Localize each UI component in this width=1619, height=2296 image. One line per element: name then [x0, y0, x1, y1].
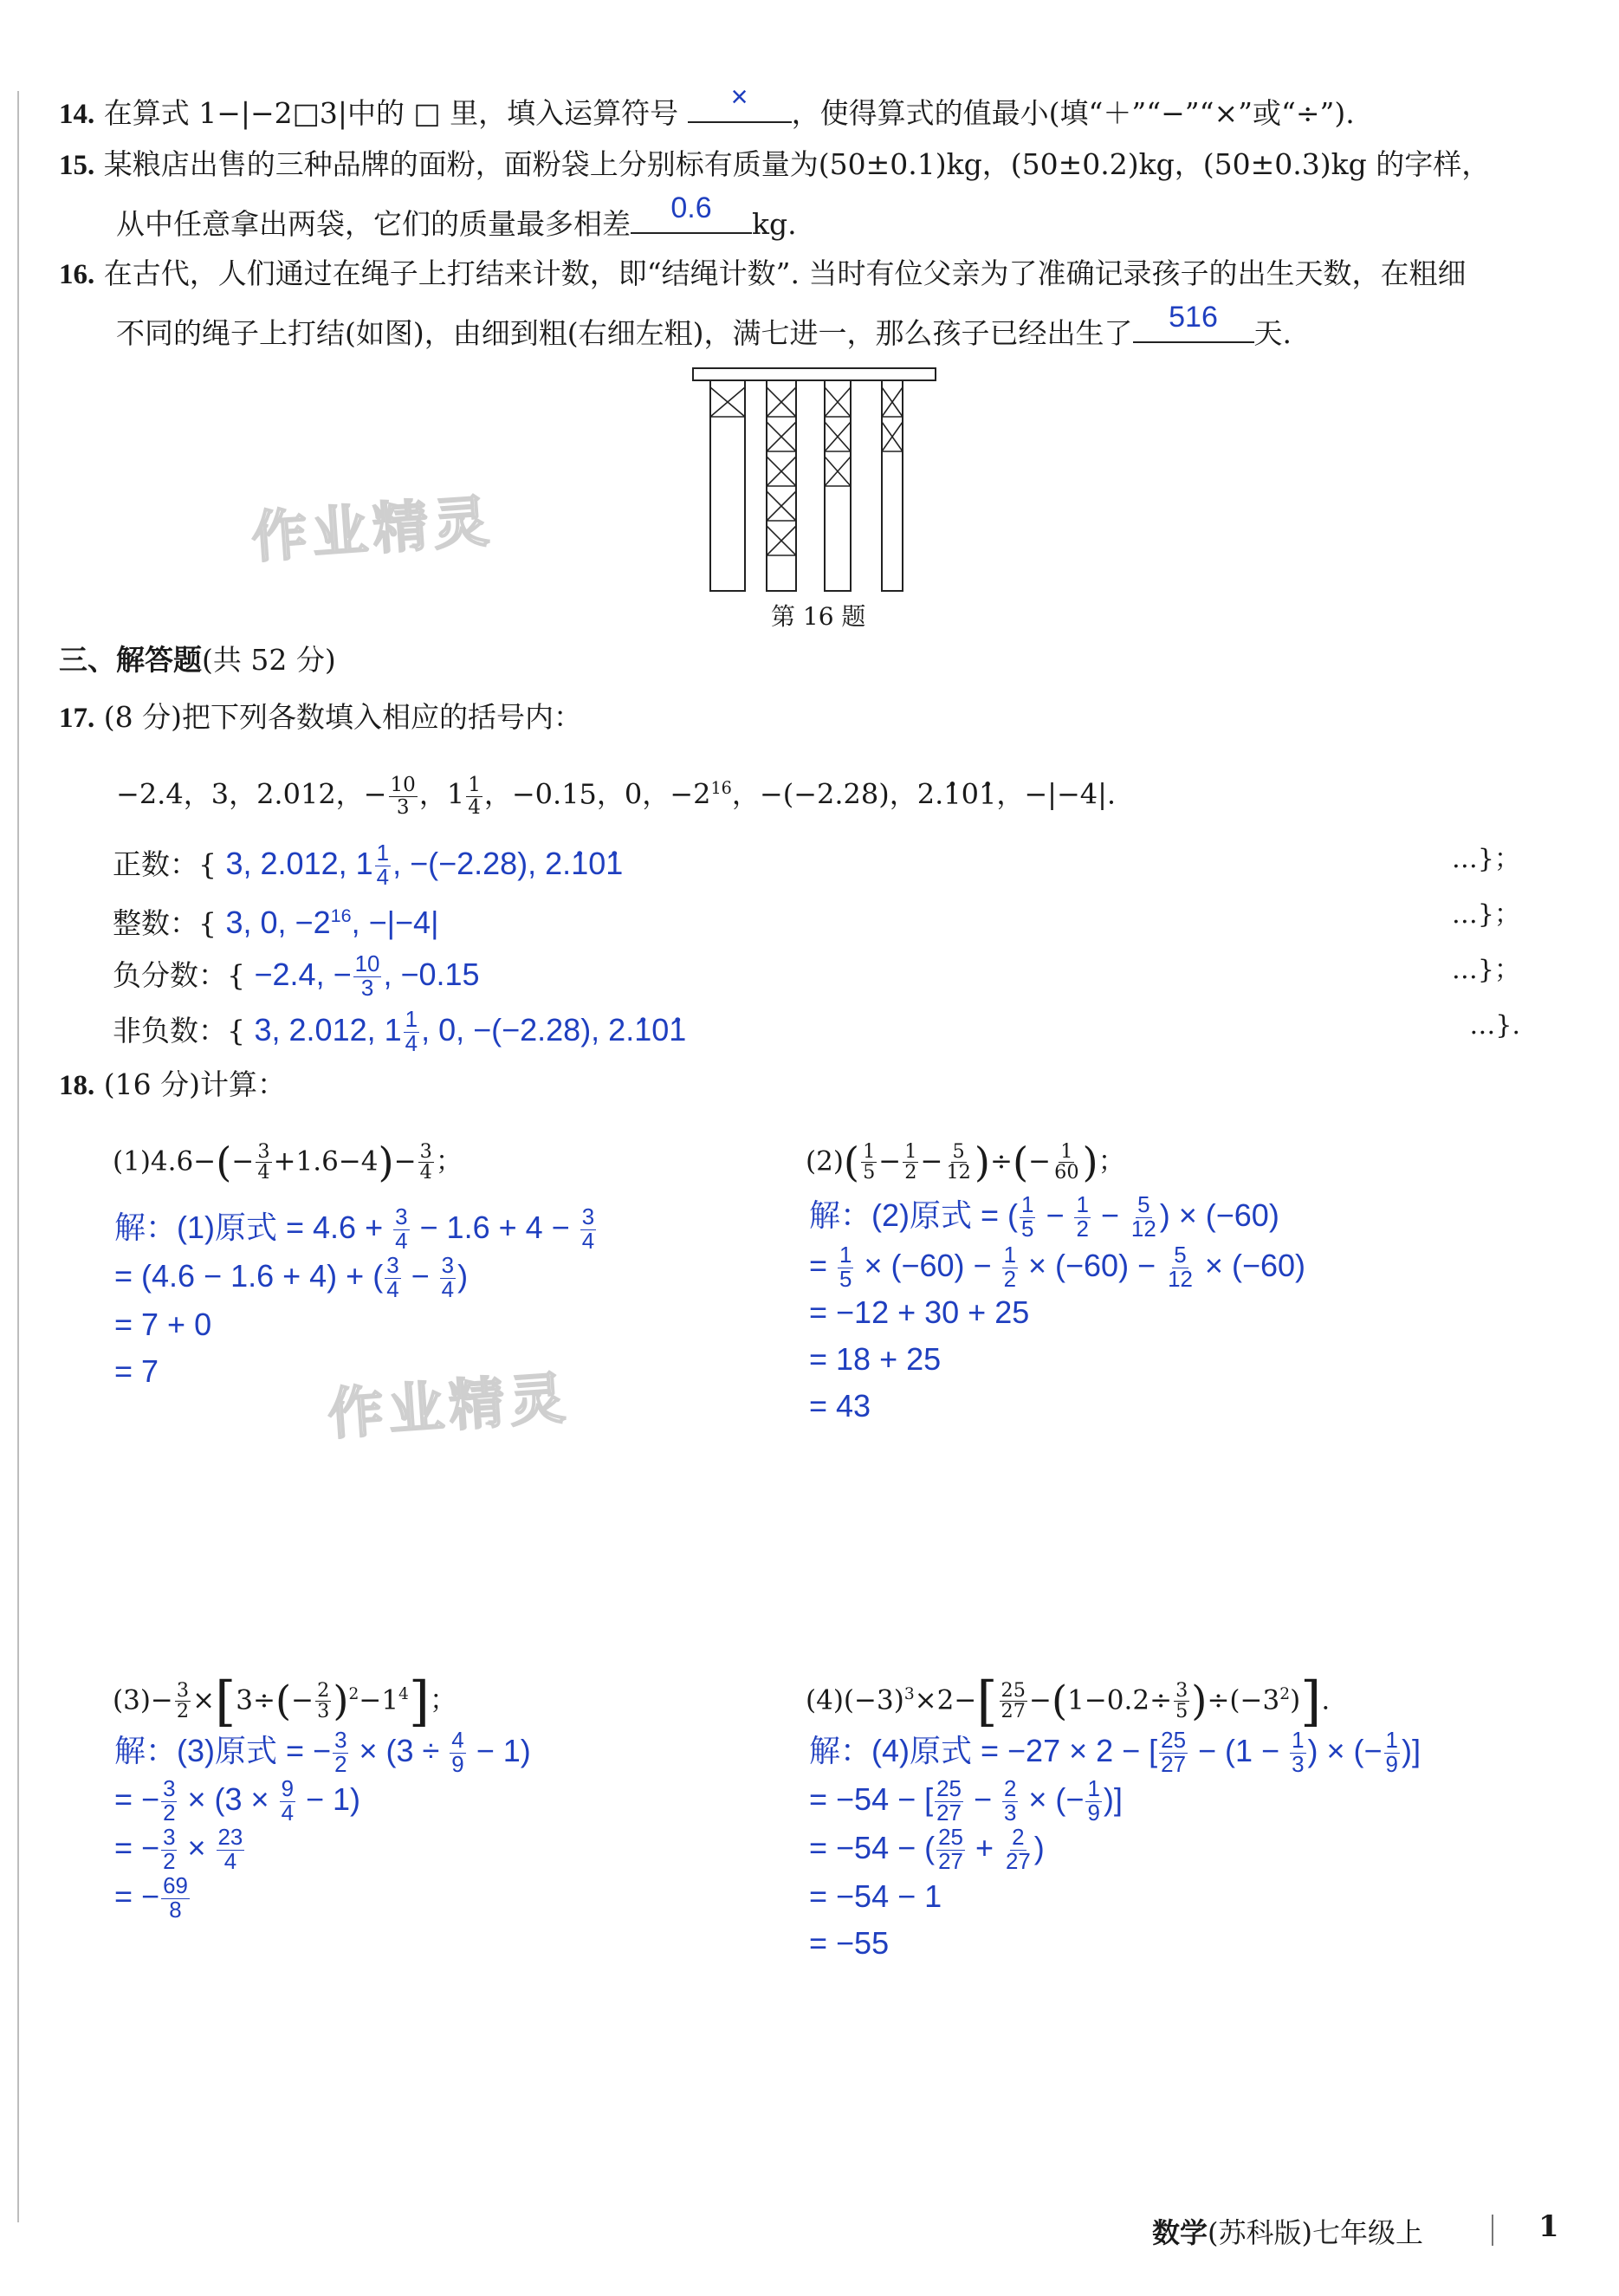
knot-rope-figure [684, 364, 944, 598]
question-17 [59, 700, 582, 736]
solution-4-line: = −55 [809, 1925, 890, 1961]
answer-blank [688, 81, 792, 123]
solution-3-line: = − $\frac{69}{8}$ [114, 1874, 188, 1923]
footer-grade: 七年级上 [1312, 2216, 1424, 2249]
answer: 3, 0, $-2^{16}$, −|−4| [225, 905, 439, 940]
question-number: 17. [59, 703, 95, 734]
number-list: −2.4，3，2.012，− $\frac{10}{3}$ ，1 $\frac{1}{4}$ ，−0.15，0，$-2^{16}$，−(−2.28)，2.• 10• 1，−|−4|. [116, 771, 1116, 818]
solution-1-line: = 7 + 0 [114, 1307, 212, 1342]
section-title: 三、解答题 [59, 645, 202, 677]
footer-divider [1492, 2215, 1493, 2246]
question-text: 计算： [199, 1067, 286, 1101]
solution-2-line: 解：(2)原式 = ( $\frac{1}{5}$ − $\frac{1}{2}$ − $\frac{5}{12}$ ) × (−60) [809, 1193, 1279, 1242]
solution-4-line: = −54 − ( $\frac{25}{27}$ + $\frac{2}{27}$ ) [809, 1826, 1045, 1875]
footer-subject: 数学 [1152, 2216, 1208, 2249]
problem-2: (2)( $\frac{1}{5}$ − $\frac{1}{2}$ − $\frac{5}{12}$ )÷(− $\frac{1}{60}$ )； [806, 1138, 1125, 1186]
row-end: …}； [1451, 899, 1520, 930]
margin-rule [17, 91, 19, 2222]
row-end: …}. [1469, 1010, 1520, 1041]
solution-3-line: = − $\frac{3}{2}$ × $\frac{23}{4}$ [114, 1826, 243, 1875]
answer: −2.4, − $\frac{10}{3}$ , −0.15 [254, 952, 480, 1002]
question-text: 把下列各数填入相应的括号内： [181, 700, 582, 734]
solution-4-line: 解：(4)原式 = −27 × 2 − [ $\frac{25}{27}$ − (1 − $\frac{1}{3}$ ) × (− $\frac{1}{9}$ )] [809, 1728, 1421, 1778]
solution-2-line: = 18 + 25 [809, 1341, 942, 1377]
question-text: kg. [752, 207, 797, 241]
solution-3-line: = − $\frac{3}{2}$ × (3 × $\frac{9}{4}$ − 1) [114, 1777, 361, 1826]
category-negative-fraction [113, 953, 480, 1001]
question-score: (8 分) [103, 700, 182, 734]
problem-1: (1)4.6−(− $\frac{3}{4}$ +1.6−4)− $\frac{3}{4}$ ； [113, 1138, 463, 1186]
question-score: (16 分) [103, 1067, 200, 1101]
question-number: 16. [59, 259, 95, 290]
page-number: 1 [1538, 2209, 1559, 2244]
question-18 [59, 1067, 286, 1103]
problem-label: (1) [113, 1145, 151, 1177]
solution-2-line: = $\frac{1}{5}$ × (−60) − $\frac{1}{2}$ × (−60) − $\frac{5}{12}$ × (−60) [809, 1243, 1305, 1293]
answer: × [730, 81, 748, 114]
question-text: 天. [1253, 316, 1292, 350]
category-label: 整数：{ [113, 906, 217, 940]
rope-bar [693, 368, 936, 380]
watermark: 作业精灵 [249, 490, 496, 571]
answer-blank [631, 191, 752, 234]
question-15 [59, 147, 1490, 183]
problem-3: (3)− $\frac{3}{2}$ ×[3÷(− $\frac{2}{3}$ )$^2-1^4$]； [113, 1670, 457, 1734]
page-footer [1152, 2211, 1423, 2251]
problem-label: (2) [806, 1145, 844, 1177]
answer: 3, 2.012, 1 $\frac{1}{4}$ , −(−2.28), 2.• 10• 1 [226, 846, 624, 881]
question-number: 18. [59, 1070, 95, 1101]
solution-1-line: 解：(1)原式 = 4.6 + $\frac{3}{4}$ − 1.6 + 4 − $\frac{3}{4}$ [114, 1205, 595, 1255]
question-text: 在算式 1−|−2□3|中的 □ 里，填入运算符号 [103, 96, 679, 130]
solution-4-line: = −54 − [ $\frac{25}{27}$ − $\frac{2}{3}$ × (− $\frac{1}{9}$ )] [809, 1777, 1123, 1826]
solution-2-line: = 43 [809, 1388, 871, 1424]
category-label: 非负数：{ [113, 1014, 245, 1048]
question-number: 14. [59, 99, 95, 130]
answer: 516 [1169, 301, 1218, 334]
watermark: 作业精灵 [326, 1366, 573, 1448]
answer: 3, 2.012, 1 $\frac{1}{4}$ , 0, −(−2.28), 2.• 10• 1 [255, 1012, 687, 1047]
solution-4-line: = −54 − 1 [809, 1878, 942, 1914]
answer: 0.6 [670, 191, 712, 224]
question-text: 某粮店出售的三种品牌的面粉，面粉袋上分别标有质量为(50±0.1)kg，(50±0.2)kg，(50±0.3)kg 的字样， [103, 147, 1491, 181]
figure-caption: 第 16 题 [771, 602, 866, 631]
category-label: 负分数：{ [113, 958, 245, 993]
question-14 [59, 81, 1355, 132]
solution-1-line: = 7 [114, 1353, 159, 1389]
category-positive [113, 842, 623, 890]
question-text: 不同的绳子上打结(如图)，由细到粗(右细左粗)，满七进一，那么孩子已经出生了 [116, 316, 1133, 350]
footer-edition: (苏科版) [1208, 2216, 1312, 2249]
section-heading [59, 643, 336, 678]
question-text: ，使得算式的值最小(填“＋”“−”“×”或“÷”). [791, 96, 1355, 130]
solution-3-line: 解：(3)原式 = − $\frac{3}{2}$ × (3 ÷ $\frac{4}{9}$ − 1) [114, 1728, 531, 1778]
row-end: …}； [1451, 844, 1520, 874]
category-label: 正数：{ [113, 847, 217, 882]
question-text: 从中任意拿出两袋，它们的质量最多相差 [116, 207, 631, 241]
problem-4: $(4)(-3)^3\times 2-$[ $\frac{25}{27}$ −(1−0.2÷ $\frac{3}{5}$ )$\div(-3^2)$]. [806, 1670, 1331, 1734]
problem-label: (4) [806, 1684, 844, 1716]
category-integer [113, 898, 438, 941]
row-end: …}； [1451, 955, 1520, 985]
problem-label: (3) [113, 1684, 151, 1716]
question-16 [59, 256, 1466, 292]
section-score: (共 52 分) [202, 643, 336, 677]
solution-1-line: = (4.6 − 1.6 + 4) + ( $\frac{3}{4}$ − $\frac{3}{4}$ ) [114, 1254, 469, 1303]
question-15-line2 [116, 191, 797, 242]
answer-blank [1133, 301, 1254, 343]
solution-2-line: = −12 + 30 + 25 [809, 1294, 1030, 1330]
question-text: 在古代，人们通过在绳子上打结来计数，即“结绳计数”. 当时有位父亲为了准确记录孩子的出生天数，在粗细 [103, 256, 1467, 290]
question-number: 15. [59, 150, 95, 181]
question-16-line2 [116, 301, 1292, 351]
category-non-negative [113, 1009, 686, 1056]
